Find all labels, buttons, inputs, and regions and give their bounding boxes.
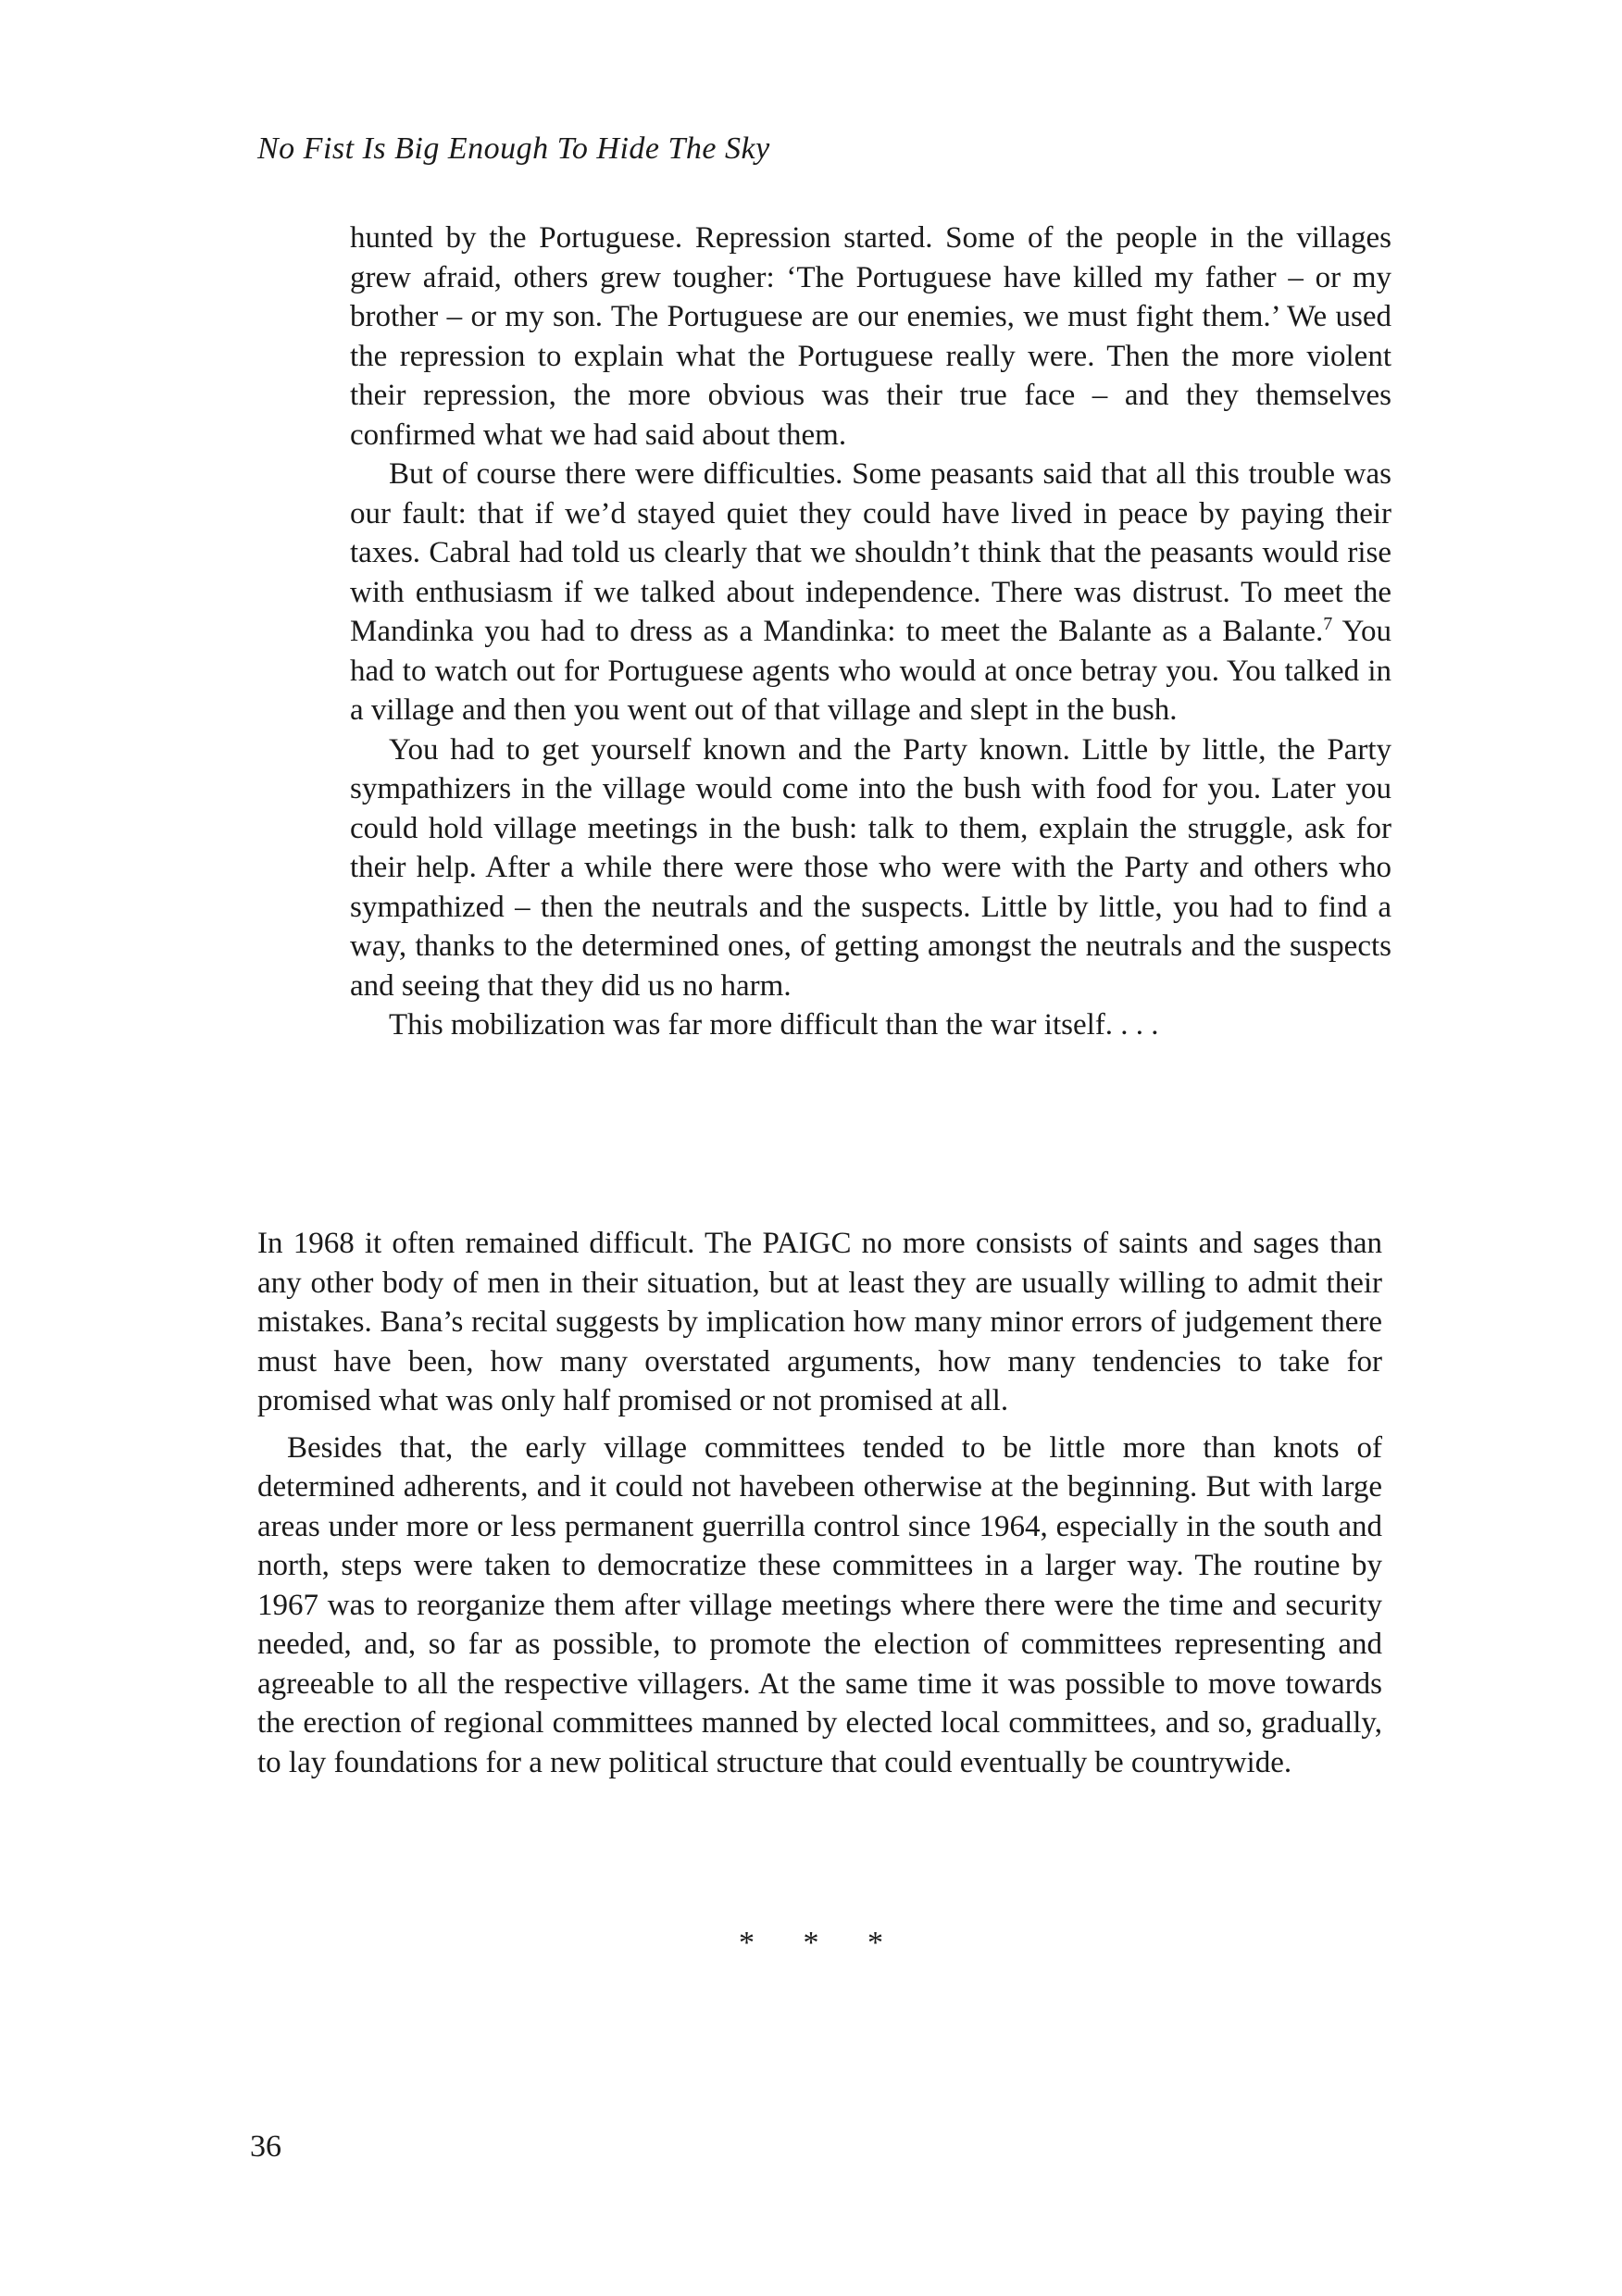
- quote-paragraph: You had to get yourself known and the Party known. Little by little, the Party sympathizers in the village would come into the bush with food for you. Later you could hold village meetings in the bush: talk to them, explain the struggle, ask for their help. After a while there were those who were with the Party and others who sympathized – then the neutrals and the suspects. Little by little, you had to find a way, thanks to the determined ones, of getting amongst the neutrals and the suspects and seeing that they did us no harm.: [350, 732, 1391, 1003]
- quote-text: You had to watch out for Portuguese agents who would at once betray you. You talked in a village and then you went out of that village and slept in the bush.: [350, 615, 1391, 727]
- quote-text: But of course there were difficulties. Some peasants said that all this trouble was our fault: that if we’d stayed quiet they could have lived in peace by paying their taxes. Cabral had told us clearly that we shouldn’t think that the peasants would rise with enthusiasm if we talked about independence. There was distrust. To meet the Mandinka you had to dress as a Mandinka: to meet the Balante as a Balante.: [350, 457, 1391, 648]
- quote-paragraph: [350, 455, 1391, 730]
- page-number: 36: [250, 2129, 281, 2164]
- block-quote: [350, 218, 1391, 1045]
- body-paragraph: Besides that, the early village committees tended to be little more than knots of determined adherents, and it could not havebeen otherwise at the beginning. But with large areas under more or less permanent guerrilla control since 1964, especially in the south and north, steps were taken to democratize these committees in a larger way. The routine by 1967 was to reorganize them after village meetings where there were the time and security needed, and, so far as possible, to promote the election of committees representing and agreeable to all the respective villagers. At the same time it was possible to move towards the erection of regional committees manned by elected local committees, and so, gradually, to lay foundations for a new political structure that could eventually be countrywide.: [257, 1430, 1382, 1779]
- quote-paragraph: hunted by the Portuguese. Repression started. Some of the people in the villages grew afraid, others grew tougher: ‘The Portuguese have killed my father – or my brother – or my son. The Portuguese are our enemies, we must fight them.’ We used the repression to explain what the Portuguese really were. Then the more violent their repression, the more obvious was their true face – and they themselves confirmed what we had said about them.: [350, 221, 1391, 452]
- body-text: [257, 1224, 1382, 1782]
- footnote-reference: 7: [1323, 614, 1333, 634]
- quote-paragraph: This mobilization was far more difficult than the war itself. . . .: [389, 1008, 1159, 1042]
- body-paragraph: In 1968 it often remained difficult. The PAIGC no more consists of saints and sages than any other body of men in their situation, but at least they are usually willing to admit their mistakes. Bana’s recital suggests by implication how many minor errors of judgement there must have been, how many overstated arguments, how many tendencies to take for promised what was only half promised or not promised at all.: [257, 1227, 1382, 1417]
- section-break: * * *: [739, 1926, 904, 1960]
- running-head: No Fist Is Big Enough To Hide The Sky: [257, 131, 770, 166]
